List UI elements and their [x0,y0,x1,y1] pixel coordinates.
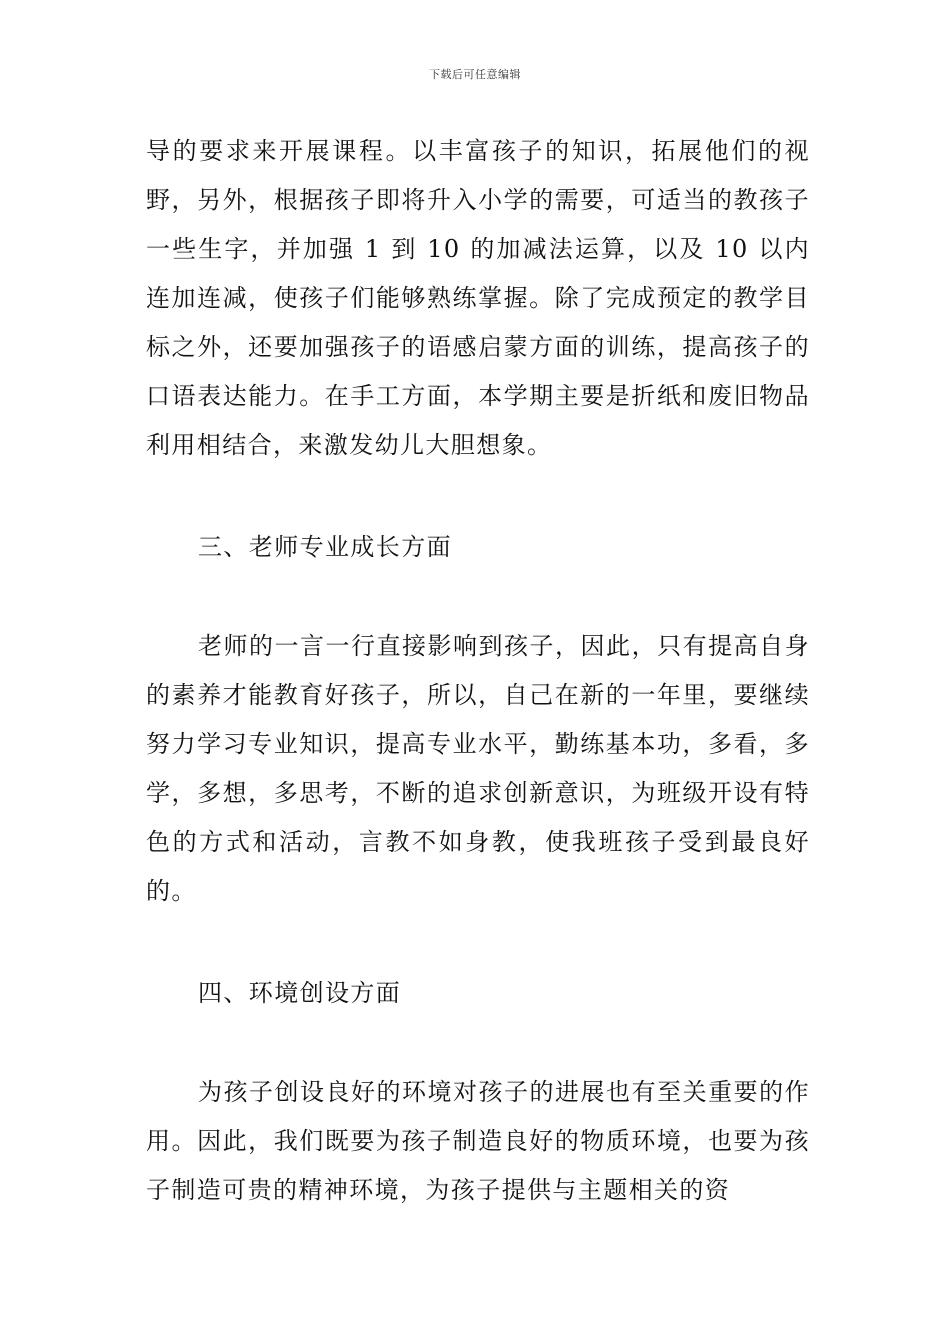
paragraph-2: 老师的一言一行直接影响到孩子，因此，只有提高自身的素养才能教育好孩子，所以，自己在新的一年里，要继续努力学习专业知识，提高专业水平，勤练基本功，多看，多学，多想，多思考，不断的追求创新意识，为班级开设有特色的方式和活动，言教不如身教，使我班孩子受到最良好的。 [146,632,810,905]
section-heading-4: 四、环境创设方面 [198,979,402,1007]
heading-section-3 [146,523,810,572]
page-header-note: 下载后可任意编辑 [429,68,521,81]
paragraph-3: 为孩子创设良好的环境对孩子的进展也有至关重要的作用。因此，我们既要为孩子制造良好的物质环境，也要为孩子制造可贵的精神环境，为孩子提供与主题相关的资 [146,1078,810,1204]
paragraph-block-2 [146,622,810,916]
paragraph-block-3 [146,1068,810,1215]
section-heading-3: 三、老师专业成长方面 [198,533,452,561]
paragraph-1: 导的要求来开展课程。以丰富孩子的知识，拓展他们的视野，另外，根据孩子即将升入小学的需要，可适当的教孩子一些生字，并加强 1 到 10 的加减法运算，以及 10 以内连加连减，使孩子们能够熟练掌握。除了完成预定的教学目标之外，还要加强孩子的语感启蒙方面的训练，提高孩子的口语表达能力。在手工方面，本学期主要是折纸和废旧物品利用相结合，来激发幼儿大胆想象。 [146,137,810,459]
heading-section-4 [146,969,810,1018]
paragraph-block-1 [146,127,810,470]
